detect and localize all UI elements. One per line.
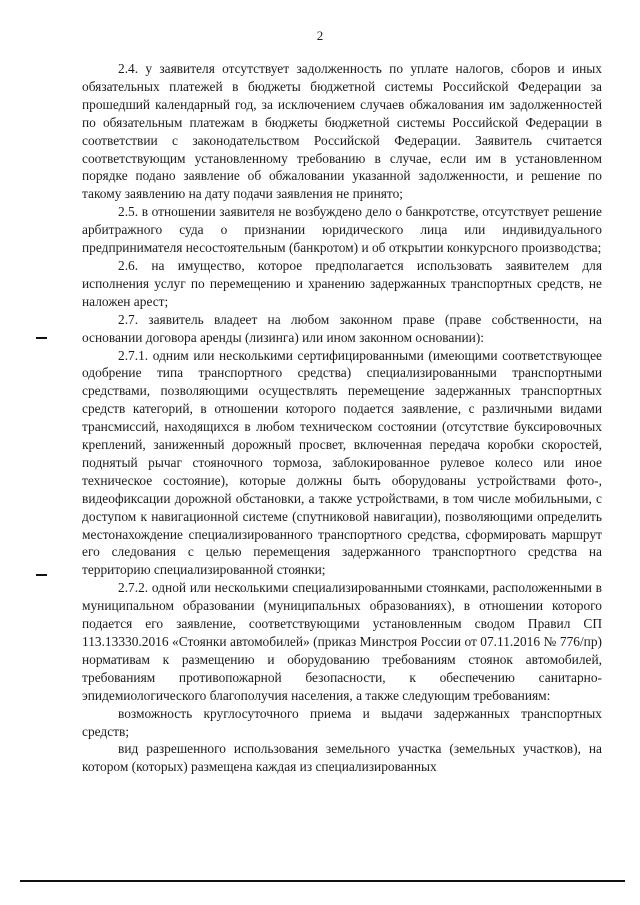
paragraph-2-5: 2.5. в отношении заявителя не возбуждено дело о банкротстве, отсутствует решение арбитражного суда о признании юридического лица или индивидуального предпринимателя несостоятельным (банкротом) и об открытии конкурсного производства; [82, 204, 602, 256]
scan-mark-upper [36, 337, 47, 339]
document-body [82, 60, 602, 776]
paragraph-2-7: 2.7. заявитель владеет на любом законном праве (праве собственности, на основании договора аренды (лизинга) или ином законном основании): [82, 311, 602, 345]
scan-mark-lower [36, 574, 47, 576]
paragraph-2-7-2: 2.7.2. одной или несколькими специализированными стоянками, расположенными в муниципальном образовании (муниципальных образованиях), в отношении которого подается его заявление, соответствующими установленным сводом Правил СП 113.13330.2016 «Стоянки автомобилей» (приказ Минстроя России от 07.11.2016 № 776/пр) нормативам к размещению и оборудованию требованиям стоянок автомобилей, требованиям противопожарной безопасности, к обеспечению санитарно-эпидемиологического благополучия населения, а также следующим требованиям: [82, 580, 602, 703]
paragraph-2-6: 2.6. на имущество, которое предполагается использовать заявителем для исполнения услуг по перемещению и хранению задержанных транспортных средств, не наложен арест; [82, 257, 602, 309]
requirement-round-the-clock: возможность круглосуточного приема и выдачи задержанных транспортных средств; [82, 705, 602, 739]
page-number: 2 [316, 28, 324, 43]
bottom-rule [20, 880, 625, 882]
paragraph-2-7-1: 2.7.1. одним или несколькими сертифицированными (имеющими соответствующее одобрение типа транспортного средства) специализированными транспортными средствами, позволяющими осуществлять перемещение задержанных транспортных средств категорий, в отношении которого подается заявление, с различными видами трансмиссий, находящихся в любом техническом состоянии (отсутствие буксировочных креплений, заниженный дорожный просвет, включенная передача коробки скоростей, поднятый рычаг стояночного тормоза, заблокированное рулевое колесо или иное техническое состояние), которые должны быть оборудованы устройствами фото-, видеофиксации дорожной обстановки, а также устройствами, в том числе мобильными, с доступом к навигационной системе (спутниковой навигации), позволяющими определить местонахождение специализированного транспортного средства, сформировать маршрут его следования с целью перемещения задержанного транспортного средства на территорию специализированной стоянки; [82, 347, 602, 578]
requirement-land-use: вид разрешенного использования земельного участка (земельных участков), на котором (которых) размещена каждая из специализированных [82, 741, 602, 775]
paragraph-2-4: 2.4. у заявителя отсутствует задолженность по уплате налогов, сборов и иных обязательных платежей в бюджеты бюджетной системы Российской Федерации за прошедший календарный год, за исключением случаев обжалования им задолженностей по обязательным платежам в бюджеты бюджетной системы Российской Федерации в соответствии с законодательством Российской Федерации. Заявитель считается соответствующим установленному требованию в случае, если им в установленном порядке подано заявление об обжаловании указанной задолженности, и решение по такому заявлению на дату подачи заявления не принято; [82, 61, 602, 202]
